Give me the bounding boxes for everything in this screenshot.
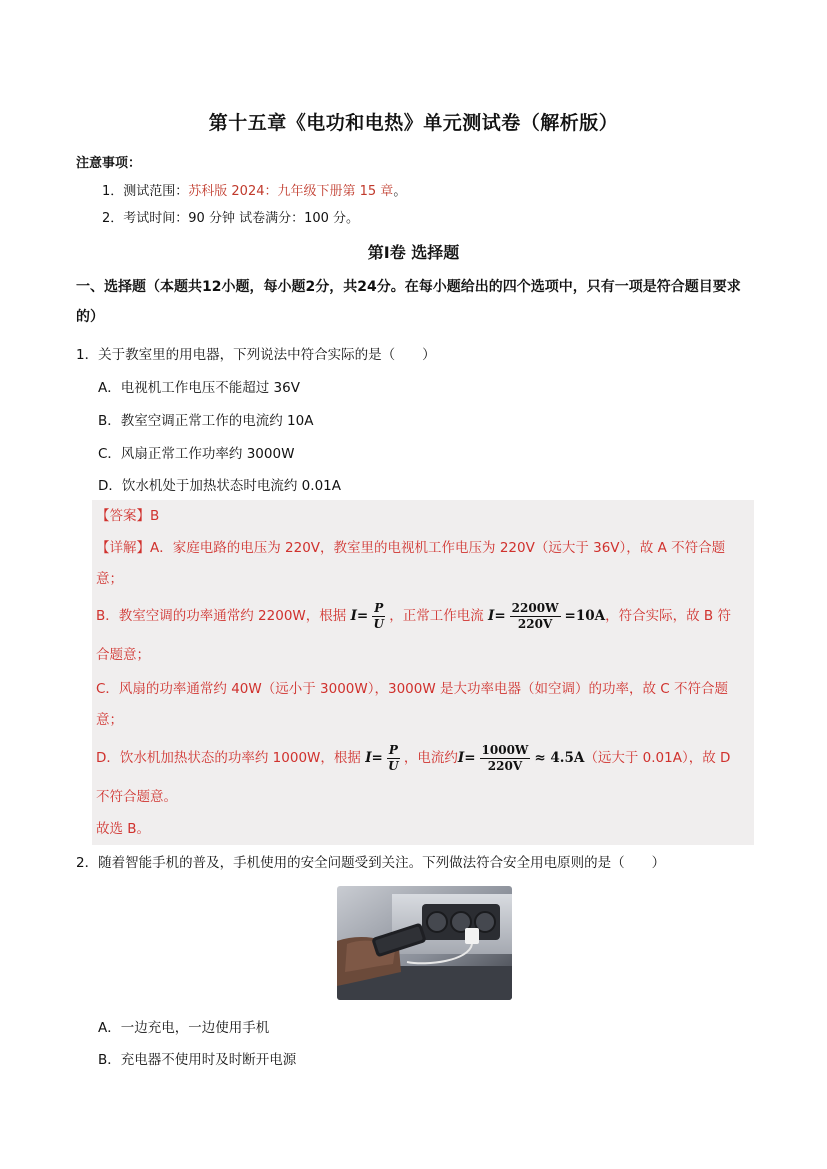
notice-line-1	[102, 180, 406, 199]
formula-d-p-over-u	[387, 743, 400, 774]
question-2-option-b: B．充电器不使用时及时断开电源	[98, 1052, 297, 1068]
formula-d-u: U	[388, 758, 399, 773]
formula-i: I	[350, 608, 357, 624]
formula-b-eq: =	[494, 608, 506, 624]
detail-d-mid: ，电流约	[403, 750, 458, 766]
detail-b-line-2: 合题意；	[96, 647, 150, 663]
notice-line-1-suffix: 。	[393, 184, 407, 199]
answer-conclusion: 故选 B。	[96, 821, 151, 837]
detail-b-line-1	[96, 598, 756, 634]
notice-line-2: 2．考试时间：90 分钟 试卷满分：100 分。	[102, 211, 360, 226]
detail-d-line-1	[96, 740, 756, 776]
question-1-option-c: C．风扇正常工作功率约 3000W	[98, 446, 295, 462]
notice-heading: 注意事项：	[76, 156, 142, 171]
notice-line-1-scope: 苏科版 2024：九年级下册第 15 章	[188, 184, 394, 199]
question-1-option-b: B．教室空调正常工作的电流约 10A	[98, 413, 314, 429]
page-title: 第十五章《电功和电热》单元测试卷（解析版）	[208, 112, 619, 134]
detail-d-post: （远大于 0.01A），故 D	[584, 750, 731, 766]
detail-a-line-1: 【详解】A．家庭电路的电压为 220V，教室里的电视机工作电压为 220V（远大于 36V），故 A 不符合题	[96, 540, 726, 556]
formula-b-numerator: 2200W	[511, 600, 559, 615]
formula-p-over-u	[372, 601, 385, 632]
formula-b-i: I	[488, 608, 495, 624]
detail-b-mid: ，正常工作电流	[389, 608, 484, 624]
question-1-option-a: A．电视机工作电压不能超过 36V	[98, 380, 300, 396]
question-1-option-d: D．饮水机处于加热状态时电流约 0.01A	[98, 478, 341, 494]
formula-d-p: P	[388, 742, 398, 757]
detail-d-pre: D．饮水机加热状态的功率约 1000W，根据	[96, 750, 361, 766]
detail-d-line-2: 不符合题意。	[96, 789, 177, 805]
phone-charging-photo	[337, 886, 512, 1000]
section-title: 第Ⅰ卷 选择题	[367, 243, 460, 262]
detail-b-pre: B．教室空调的功率通常约 2200W，根据	[96, 608, 347, 624]
formula-u: U	[373, 616, 384, 631]
question-2-option-a: A．一边充电，一边使用手机	[98, 1020, 270, 1036]
formula-d2-i: I	[457, 750, 465, 766]
answer-label: 【答案】B	[96, 508, 160, 524]
question-1-stem: 1．关于教室里的用电器，下列说法中符合实际的是（ ）	[76, 347, 436, 363]
formula-b-fraction	[510, 601, 561, 632]
formula-p: P	[374, 600, 384, 615]
formula-b-result: =10A	[564, 608, 606, 624]
section-instructions: 一、选择题（本题共12小题，每小题2分，共24分。在每小题给出的四个选项中，只有一项是符合题目要求的）	[76, 279, 741, 325]
formula-eq: =	[356, 608, 369, 624]
formula-d-eq: =	[371, 750, 383, 766]
detail-c-line-2: 意；	[96, 712, 123, 728]
formula-d2-eq: =	[464, 750, 476, 766]
formula-d-numerator: 1000W	[481, 742, 529, 757]
detail-b-post: ，符合实际，故 B 符	[605, 608, 731, 624]
formula-d-denominator: 220V	[487, 758, 523, 773]
question-2-stem: 2．随着智能手机的普及，手机使用的安全问题受到关注。下列做法符合安全用电原则的是（ ）	[76, 855, 666, 871]
formula-d-fraction	[480, 743, 531, 774]
detail-c-line-1: C．风扇的功率通常约 40W（远小于 3000W），3000W 是大功率电器（如空调）的功率，故 C 不符合题	[96, 681, 728, 697]
notice-line-1-prefix: 1．测试范围：	[102, 184, 189, 199]
formula-b-denominator: 220V	[517, 616, 553, 631]
formula-d-result: ≈ 4.5A	[534, 750, 585, 766]
detail-a-line-2: 意；	[96, 571, 123, 587]
formula-d-i: I	[365, 750, 372, 766]
